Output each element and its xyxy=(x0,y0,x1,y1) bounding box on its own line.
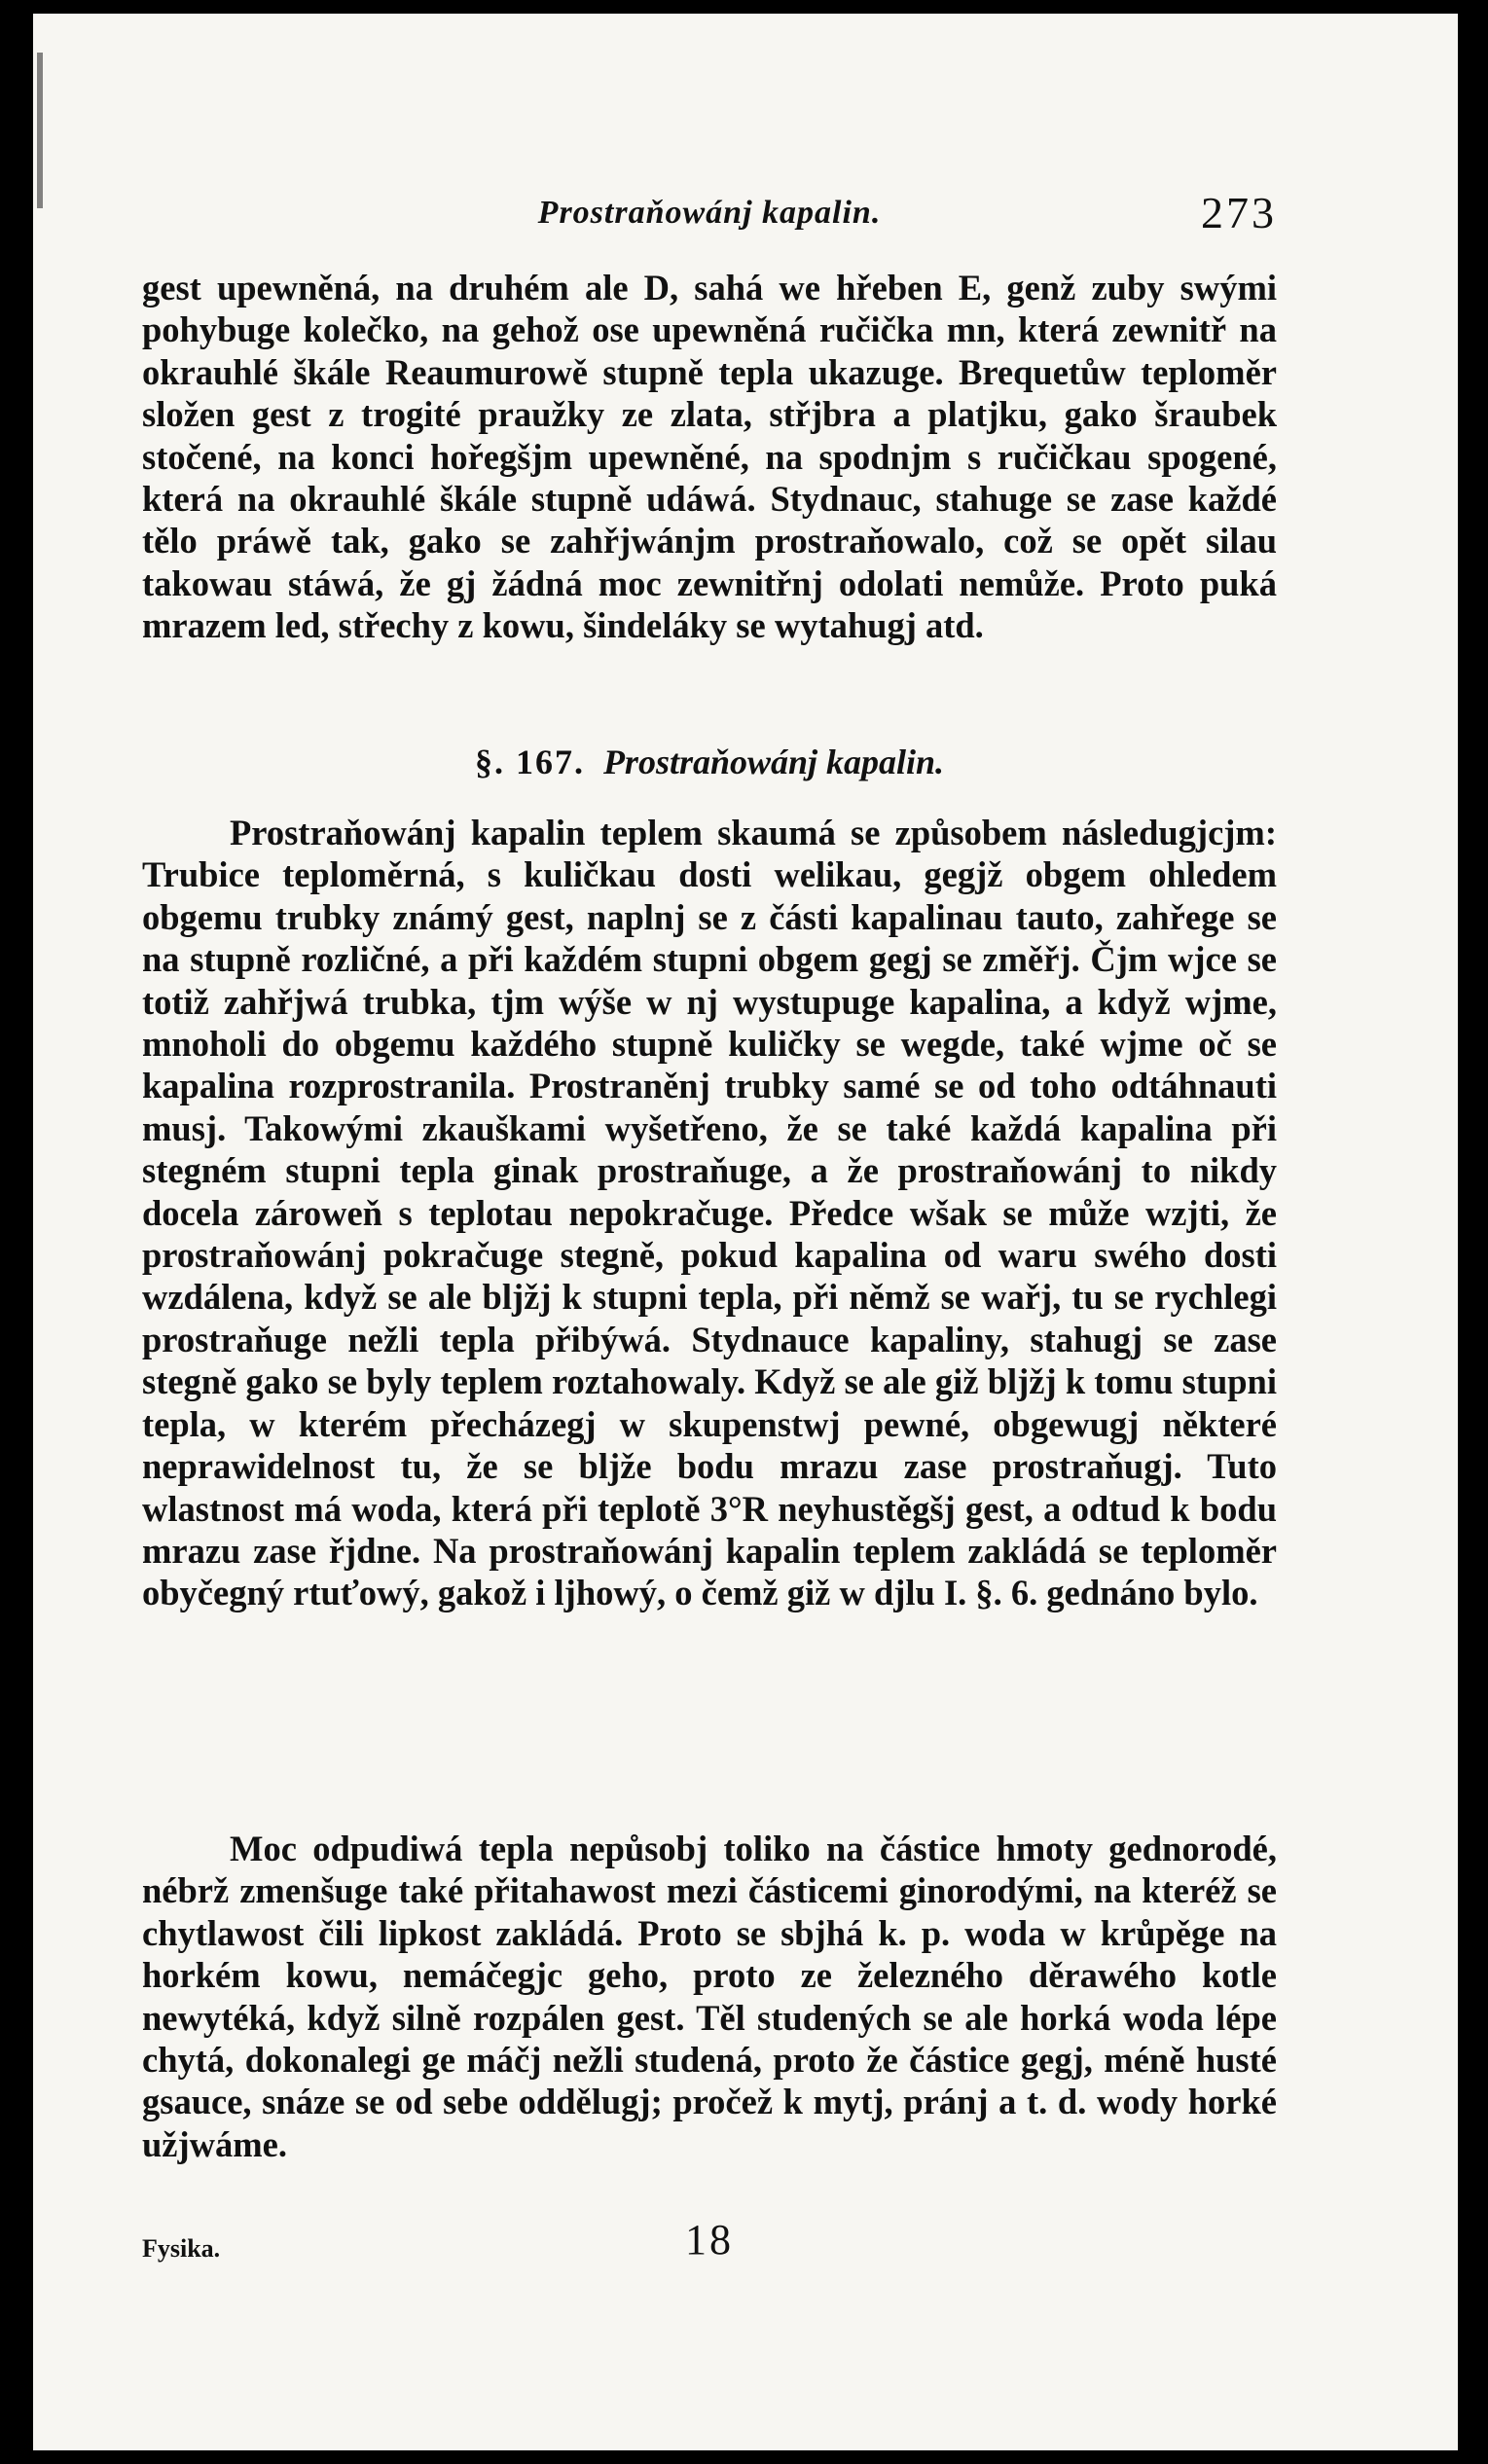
book-page xyxy=(33,14,1458,2450)
page-edge-shadow xyxy=(37,53,43,208)
page-number: 273 xyxy=(1201,188,1277,237)
section-heading xyxy=(142,742,1277,782)
sheet-number: 18 xyxy=(685,2216,734,2264)
section-title: Prostraňowánj kapalin. xyxy=(602,743,945,781)
paragraph-3: Moc odpudiwá tepla nepůsobj toliko na částice hmoty gednorodé, nébrž zmenšuge také přitahawost mezi částicemi ginorodými, na kteréž se chytlawost čili lipkost zakládá. Proto se sbjhá k. p. woda w krůpěge na horkém kowu, nemáčegjc geho, proto ze železného děrawého kotle newytéká, když silně rozpálen gest. Těl studených se ale horká woda lépe chytá, dokonalegi ge máčj nežli studená, proto že částice gegj, méně husté gsauce, snáze se od sebe oddělugj; pročež k mytj, pránj a t. d. wody horké užjwáme. xyxy=(142,1829,1277,2164)
running-title: Prostraňowánj kapalin. xyxy=(537,195,882,231)
paragraph-1: gest upewněná, na druhém ale D, sahá we hřeben E, genž zuby swými pohybuge kolečko, na gehož ose upewněná ručička mn, která zewnitř na okrauhlé škále Reaumurowě stupně tepla ukazuge. Brequetůw teploměr složen gest z trogité praužky ze zlata, střjbra a platjku, gako šraubek stočené, na konci hořegšjm upewněné, na spodnjm s ručičkau spogené, která na okrauhlé škále stupně udáwá. Stydnauc, stahuge se zase každé tělo práwě tak, gako se zahřjwánjm prostraňowalo, což se opět silau takowau stáwá, že gj žádná moc zewnitřnj odolati nemůže. Proto puká mrazem led, střechy z kowu, šindeláky se wytahugj atd. xyxy=(142,268,1277,646)
page-header xyxy=(142,187,1277,245)
page-footer xyxy=(142,2215,1277,2273)
printer-signature: Fysika. xyxy=(142,2234,221,2263)
paragraph-2: Prostraňowánj kapalin teplem skaumá se způsobem následugjcjm: Trubice teploměrná, s kuličkau dosti welikau, gegjž obgem ohledem obgemu trubky známý gest, naplnj se z části kapalinau tauto, zahřege se na stupně rozličné, a při každém stupni obgem gegj se změřj. Čjm wjce se totiž zahřjwá trubka, tjm wýše w nj wystupuge kapalina, a když wjme, mnoholi do obgemu každého stupně kuličky se wegde, také wjme oč se kapalina rozprostranila. Prostraněnj trubky samé se od toho odtáhnauti musj. Takowými zkauškami wyšetřeno, že se také každá kapalina při stegném stupni tepla ginak prostraňuge, a že prostraňowánj to nikdy docela zároweň s teplotau nepokračuge. Předce wšak se může wzjti, že prostraňowánj pokračuge stegně, pokud kapalina od waru swého dosti wzdálena, když se ale bljžj k stupni tepla, při němž se wařj, tu se rychlegi prostraňuge nežli tepla přibýwá. Stydnauce kapaliny, stahugj se zase stegně gako se byly teplem roztahowaly. Když se ale giž bljžj k tomu stupni tepla, w kterém přecházegj w skupenstwj pewné, obgewugj některé neprawidelnost tu, že se bljže bodu mrazu zase prostraňugj. Tuto wlastnost má woda, která při teplotě 3°R neyhustěgšj gest, a odtud k bodu mrazu zase řjdne. Na prostraňowánj kapalin teplem zakládá se teploměr obyčegný rtuťowý, gakož i ljhowý, o čemž giž w djlu I. §. 6. gednáno bylo. xyxy=(142,813,1277,1613)
section-number: §. 167. xyxy=(474,743,585,781)
